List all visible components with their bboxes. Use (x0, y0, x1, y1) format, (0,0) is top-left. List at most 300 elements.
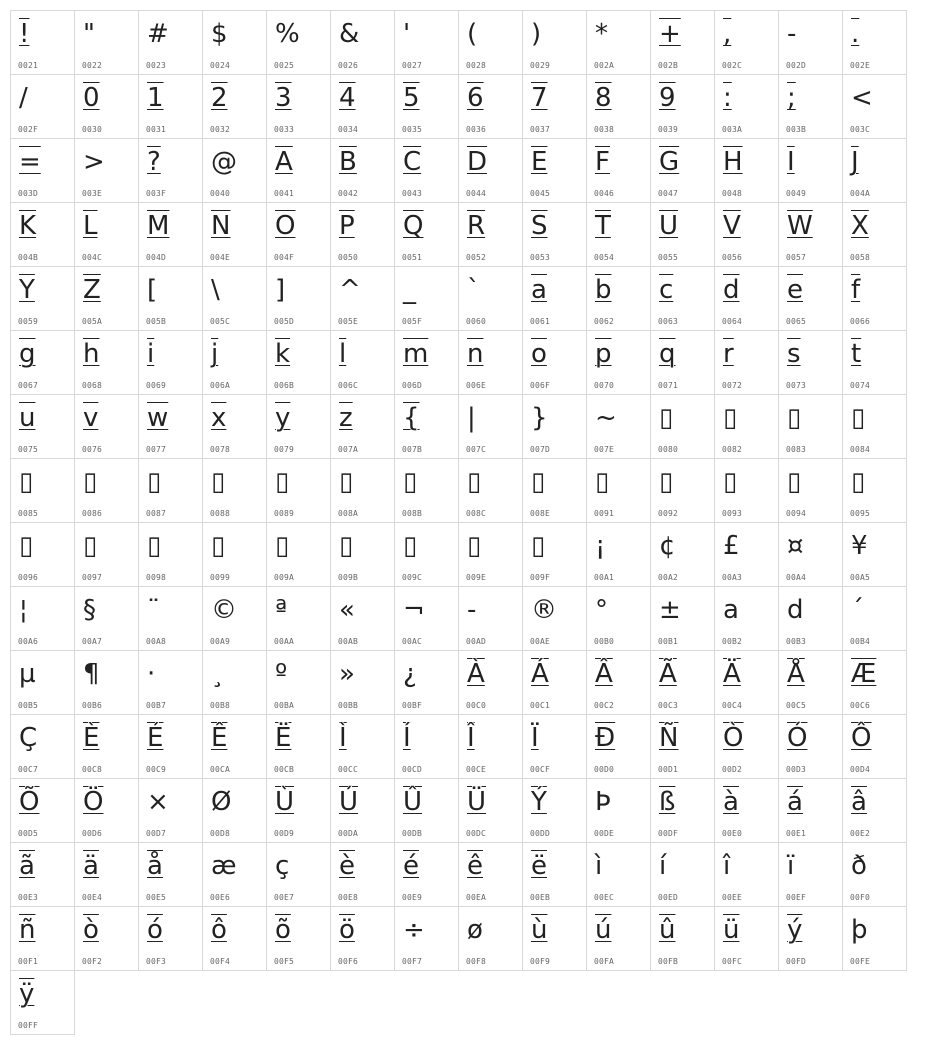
glyph-codepoint: 009F (530, 573, 551, 582)
glyph-codepoint: 00A2 (658, 573, 679, 582)
glyph-codepoint: 0056 (722, 253, 743, 262)
glyph-codepoint: 005A (82, 317, 103, 326)
glyph-cell (266, 650, 331, 715)
glyph-character: m (403, 339, 429, 369)
glyph-codepoint: 0024 (210, 61, 231, 70)
glyph-cell (202, 394, 267, 459)
glyph-character: g (19, 339, 36, 369)
glyph-cell (842, 586, 907, 651)
glyph-codepoint: 0041 (274, 189, 295, 198)
glyph-codepoint: 007C (466, 445, 487, 454)
glyph-codepoint: 0037 (530, 125, 551, 134)
glyph-character: | (467, 403, 476, 433)
glyph-character: ▯ (19, 467, 34, 497)
glyph-character: ¤ (787, 531, 804, 561)
glyph-codepoint: 004B (18, 253, 39, 262)
glyph-cell (650, 842, 715, 907)
glyph-codepoint: 0068 (82, 381, 103, 390)
glyph-character: ñ (19, 915, 36, 945)
glyph-codepoint: 0043 (402, 189, 423, 198)
glyph-character: ▯ (339, 531, 354, 561)
glyph-codepoint: 00C2 (594, 701, 615, 710)
glyph-character: 2 (211, 83, 228, 113)
glyph-codepoint: 0096 (18, 573, 39, 582)
glyph-character: ì (595, 851, 603, 881)
glyph-cell (394, 202, 459, 267)
glyph-character: Þ (595, 787, 611, 817)
glyph-codepoint: 006C (338, 381, 359, 390)
glyph-character: ® (531, 595, 557, 625)
glyph-cell (586, 266, 651, 331)
glyph-codepoint: 0099 (210, 573, 231, 582)
glyph-codepoint: 0077 (146, 445, 167, 454)
glyph-cell (586, 906, 651, 971)
glyph-codepoint: 00B3 (786, 637, 807, 646)
glyph-character: ▯ (723, 403, 738, 433)
glyph-character: ú (595, 915, 612, 945)
glyph-character: ë (531, 851, 547, 881)
glyph-character: Ò (723, 723, 744, 753)
glyph-character: ü (723, 915, 740, 945)
glyph-character: a (531, 275, 547, 305)
glyph-cell (202, 202, 267, 267)
glyph-cell (74, 650, 139, 715)
glyph-codepoint: 0022 (82, 61, 103, 70)
glyph-codepoint: 00A1 (594, 573, 615, 582)
glyph-cell (266, 714, 331, 779)
glyph-codepoint: 0092 (658, 509, 679, 518)
glyph-cell (458, 138, 523, 203)
glyph-cell (778, 906, 843, 971)
glyph-codepoint: 00C4 (722, 701, 743, 710)
glyph-cell (458, 650, 523, 715)
glyph-character: ! (19, 19, 30, 49)
glyph-cell (458, 522, 523, 587)
glyph-cell (650, 266, 715, 331)
glyph-codepoint: 0040 (210, 189, 231, 198)
glyph-codepoint: 00DF (658, 829, 679, 838)
glyph-cell (330, 714, 395, 779)
glyph-character: ÿ (19, 979, 35, 1009)
glyph-character: É (147, 723, 164, 753)
glyph-character: á (787, 787, 803, 817)
glyph-codepoint: 0048 (722, 189, 743, 198)
glyph-cell (842, 458, 907, 523)
glyph-codepoint: 0085 (18, 509, 39, 518)
glyph-character: < (851, 83, 873, 113)
glyph-character: è (339, 851, 355, 881)
glyph-codepoint: 00E4 (82, 893, 103, 902)
glyph-codepoint: 0029 (530, 61, 551, 70)
glyph-cell (778, 586, 843, 651)
glyph-codepoint: 0031 (146, 125, 167, 134)
glyph-character: ▯ (147, 467, 162, 497)
glyph-cell (202, 74, 267, 139)
glyph-character: n (467, 339, 484, 369)
glyph-character: ` (467, 275, 480, 305)
glyph-character: ¥ (851, 531, 868, 561)
glyph-codepoint: 0053 (530, 253, 551, 262)
glyph-cell (74, 458, 139, 523)
glyph-codepoint: 0027 (402, 61, 423, 70)
glyph-cell (778, 202, 843, 267)
glyph-cell (74, 778, 139, 843)
glyph-codepoint: 00B7 (146, 701, 167, 710)
glyph-cell (10, 74, 75, 139)
glyph-character: z (339, 403, 353, 433)
glyph-cell (394, 650, 459, 715)
glyph-codepoint: 0025 (274, 61, 295, 70)
glyph-codepoint: 00E5 (146, 893, 167, 902)
glyph-codepoint: 0046 (594, 189, 615, 198)
glyph-character: d (787, 595, 804, 625)
glyph-codepoint: 0060 (466, 317, 487, 326)
glyph-codepoint: 0069 (146, 381, 167, 390)
glyph-cell (266, 522, 331, 587)
glyph-cell (522, 138, 587, 203)
glyph-codepoint: 0080 (658, 445, 679, 454)
glyph-cell (778, 266, 843, 331)
glyph-codepoint: 0067 (18, 381, 39, 390)
glyph-codepoint: 0023 (146, 61, 167, 70)
glyph-codepoint: 005F (402, 317, 423, 326)
glyph-character: Á (531, 659, 549, 689)
glyph-cell (586, 10, 651, 75)
glyph-cell (458, 906, 523, 971)
glyph-codepoint: 00CB (274, 765, 295, 774)
glyph-character: p (595, 339, 612, 369)
glyph-codepoint: 00CC (338, 765, 359, 774)
glyph-cell (394, 842, 459, 907)
glyph-cell (330, 138, 395, 203)
glyph-cell (522, 906, 587, 971)
glyph-codepoint: 00B8 (210, 701, 231, 710)
glyph-cell (714, 266, 779, 331)
glyph-character: Ô (851, 723, 872, 753)
glyph-codepoint: 00F8 (466, 957, 487, 966)
glyph-character: = (19, 147, 41, 177)
glyph-codepoint: 0058 (850, 253, 871, 262)
glyph-character: w (147, 403, 169, 433)
glyph-character: h (83, 339, 100, 369)
glyph-codepoint: 002E (850, 61, 871, 70)
glyph-codepoint: 00B0 (594, 637, 615, 646)
glyph-cell (394, 778, 459, 843)
glyph-character: ~ (595, 403, 617, 433)
glyph-codepoint: 00F1 (18, 957, 39, 966)
glyph-codepoint: 0044 (466, 189, 487, 198)
glyph-cell (586, 650, 651, 715)
glyph-codepoint: 00A3 (722, 573, 743, 582)
glyph-character: f (851, 275, 861, 305)
glyph-codepoint: 00D4 (850, 765, 871, 774)
glyph-cell (138, 394, 203, 459)
glyph-codepoint: 00DE (594, 829, 615, 838)
glyph-cell (714, 522, 779, 587)
glyph-character: \ (211, 275, 220, 305)
glyph-cell (266, 394, 331, 459)
glyph-character: M (147, 211, 170, 241)
glyph-codepoint: 004C (82, 253, 103, 262)
glyph-codepoint: 0094 (786, 509, 807, 518)
glyph-cell (842, 138, 907, 203)
glyph-character: # (147, 19, 169, 49)
glyph-codepoint: 0054 (594, 253, 615, 262)
glyph-character: ) (531, 19, 542, 49)
glyph-codepoint: 0097 (82, 573, 103, 582)
glyph-cell (394, 74, 459, 139)
glyph-cell (394, 714, 459, 779)
glyph-character: Z (83, 275, 101, 305)
glyph-character: [ (147, 275, 158, 305)
glyph-codepoint: 0065 (786, 317, 807, 326)
glyph-character: % (275, 19, 300, 49)
glyph-cell (458, 330, 523, 395)
glyph-cell (266, 266, 331, 331)
glyph-codepoint: 0059 (18, 317, 39, 326)
glyph-character: ▯ (787, 467, 802, 497)
glyph-character: + (659, 19, 681, 49)
glyph-cell (330, 74, 395, 139)
glyph-codepoint: 0089 (274, 509, 295, 518)
glyph-cell (74, 842, 139, 907)
glyph-character: Å (787, 659, 805, 689)
glyph-cell (778, 778, 843, 843)
glyph-codepoint: 0076 (82, 445, 103, 454)
glyph-character: Õ (19, 787, 40, 817)
glyph-cell (202, 522, 267, 587)
glyph-codepoint: 0078 (210, 445, 231, 454)
glyph-character: l (339, 339, 347, 369)
glyph-character: y (275, 403, 291, 433)
glyph-character: ð (851, 851, 867, 881)
glyph-codepoint: 00D8 (210, 829, 231, 838)
glyph-cell (266, 202, 331, 267)
glyph-character: L (83, 211, 98, 241)
glyph-codepoint: 002B (658, 61, 679, 70)
glyph-character: È (83, 723, 100, 753)
glyph-codepoint: 003D (18, 189, 39, 198)
glyph-character: ¨ (147, 595, 160, 625)
glyph-character: ▯ (403, 467, 418, 497)
glyph-character: ´ (851, 595, 864, 625)
glyph-cell (586, 202, 651, 267)
glyph-codepoint: 00E3 (18, 893, 39, 902)
glyph-cell (394, 394, 459, 459)
glyph-cell (522, 778, 587, 843)
glyph-character: Ö (83, 787, 104, 817)
glyph-codepoint: 00EA (466, 893, 487, 902)
glyph-cell (330, 458, 395, 523)
glyph-character: » (339, 659, 355, 689)
glyph-cell (330, 202, 395, 267)
glyph-codepoint: 0095 (850, 509, 871, 518)
glyph-character: ¢ (659, 531, 676, 561)
glyph-character: ø (467, 915, 483, 945)
glyph-codepoint: 0073 (786, 381, 807, 390)
glyph-codepoint: 00EC (594, 893, 615, 902)
glyph-character: ▯ (275, 531, 290, 561)
glyph-character: ▯ (531, 467, 546, 497)
glyph-codepoint: 0051 (402, 253, 423, 262)
glyph-codepoint: 00E0 (722, 829, 743, 838)
glyph-cell (522, 266, 587, 331)
glyph-character: û (659, 915, 676, 945)
glyph-codepoint: 0032 (210, 125, 231, 134)
glyph-cell (586, 778, 651, 843)
glyph-cell (714, 138, 779, 203)
glyph-cell (202, 778, 267, 843)
glyph-codepoint: 00B2 (722, 637, 743, 646)
glyph-cell (74, 714, 139, 779)
glyph-character: , (723, 19, 732, 49)
glyph-cell (650, 586, 715, 651)
glyph-codepoint: 00F0 (850, 893, 871, 902)
glyph-character: · (147, 659, 156, 689)
glyph-character: £ (723, 531, 740, 561)
glyph-codepoint: 007E (594, 445, 615, 454)
glyph-cell (842, 266, 907, 331)
glyph-cell (202, 650, 267, 715)
glyph-codepoint: 00F6 (338, 957, 359, 966)
glyph-character: Y (19, 275, 35, 305)
glyph-cell (650, 202, 715, 267)
glyph-codepoint: 0057 (786, 253, 807, 262)
glyph-codepoint: 0050 (338, 253, 359, 262)
glyph-character: Q (403, 211, 424, 241)
glyph-character: « (339, 595, 355, 625)
glyph-codepoint: 0087 (146, 509, 167, 518)
glyph-character: õ (275, 915, 291, 945)
glyph-character: º (275, 659, 288, 689)
glyph-cell (10, 330, 75, 395)
glyph-character: Ç (19, 723, 38, 753)
glyph-codepoint: 00E8 (338, 893, 359, 902)
glyph-character: À (467, 659, 485, 689)
glyph-cell (266, 74, 331, 139)
glyph-codepoint: 0066 (850, 317, 871, 326)
glyph-codepoint: 002F (18, 125, 39, 134)
glyph-codepoint: 00C3 (658, 701, 679, 710)
glyph-cell (586, 74, 651, 139)
glyph-character: î (723, 851, 731, 881)
glyph-character: Ù (275, 787, 295, 817)
glyph-cell (266, 10, 331, 75)
glyph-cell (74, 74, 139, 139)
glyph-codepoint: 00AE (530, 637, 551, 646)
glyph-cell (266, 842, 331, 907)
glyph-codepoint: 009E (466, 573, 487, 582)
glyph-character: ▯ (83, 467, 98, 497)
glyph-codepoint: 0098 (146, 573, 167, 582)
glyph-character: ¦ (19, 595, 28, 625)
glyph-codepoint: 00F9 (530, 957, 551, 966)
glyph-cell (650, 778, 715, 843)
glyph-character: W (787, 211, 813, 241)
glyph-character: Ý (531, 787, 547, 817)
glyph-character: U (659, 211, 679, 241)
glyph-character: Ü (467, 787, 487, 817)
glyph-cell (458, 842, 523, 907)
glyph-cell (10, 970, 75, 1035)
glyph-cell (138, 714, 203, 779)
glyph-character: 0 (83, 83, 100, 113)
glyph-character: } (531, 403, 548, 433)
glyph-character: - (467, 595, 477, 625)
glyph-codepoint: 009C (402, 573, 423, 582)
glyph-cell (394, 138, 459, 203)
glyph-character: 8 (595, 83, 612, 113)
glyph-cell (330, 842, 395, 907)
glyph-character: à (723, 787, 739, 817)
glyph-codepoint: 00FD (786, 957, 807, 966)
glyph-cell (842, 394, 907, 459)
glyph-character: 1 (147, 83, 164, 113)
glyph-cell (138, 202, 203, 267)
glyph-character: R (467, 211, 486, 241)
glyph-character: 3 (275, 83, 292, 113)
glyph-codepoint: 0079 (274, 445, 295, 454)
glyph-character: ý (787, 915, 803, 945)
glyph-cell (74, 906, 139, 971)
glyph-cell (394, 906, 459, 971)
glyph-character: ] (275, 275, 286, 305)
glyph-cell (714, 74, 779, 139)
glyph-character: Ä (723, 659, 741, 689)
glyph-character: x (211, 403, 227, 433)
glyph-cell (202, 266, 267, 331)
glyph-cell (650, 138, 715, 203)
glyph-codepoint: 0049 (786, 189, 807, 198)
glyph-cell (522, 202, 587, 267)
glyph-character: ê (467, 851, 483, 881)
glyph-character: ▯ (531, 531, 546, 561)
glyph-character: ( (467, 19, 478, 49)
glyph-character: F (595, 147, 610, 177)
glyph-codepoint: 00C5 (786, 701, 807, 710)
glyph-cell (842, 714, 907, 779)
glyph-codepoint: 008C (466, 509, 487, 518)
glyph-character: Ó (787, 723, 808, 753)
glyph-codepoint: 0030 (82, 125, 103, 134)
glyph-character: Û (403, 787, 423, 817)
glyph-cell (202, 330, 267, 395)
glyph-codepoint: 002D (786, 61, 807, 70)
glyph-codepoint: 0052 (466, 253, 487, 262)
glyph-cell (394, 586, 459, 651)
glyph-cell (74, 330, 139, 395)
glyph-character: ▯ (787, 403, 802, 433)
glyph-cell (522, 330, 587, 395)
glyph-cell (458, 10, 523, 75)
glyph-cell (330, 586, 395, 651)
glyph-cell (650, 330, 715, 395)
glyph-character: ▯ (211, 531, 226, 561)
glyph-character: > (83, 147, 105, 177)
glyph-codepoint: 0061 (530, 317, 551, 326)
glyph-codepoint: 00F4 (210, 957, 231, 966)
glyph-cell (394, 266, 459, 331)
glyph-codepoint: 007B (402, 445, 423, 454)
glyph-codepoint: 0055 (658, 253, 679, 262)
glyph-codepoint: 0033 (274, 125, 295, 134)
glyph-character: b (595, 275, 612, 305)
glyph-codepoint: 00B4 (850, 637, 871, 646)
glyph-character: ▯ (595, 467, 610, 497)
glyph-cell (458, 714, 523, 779)
glyph-character: I (787, 147, 795, 177)
glyph-cell (586, 330, 651, 395)
